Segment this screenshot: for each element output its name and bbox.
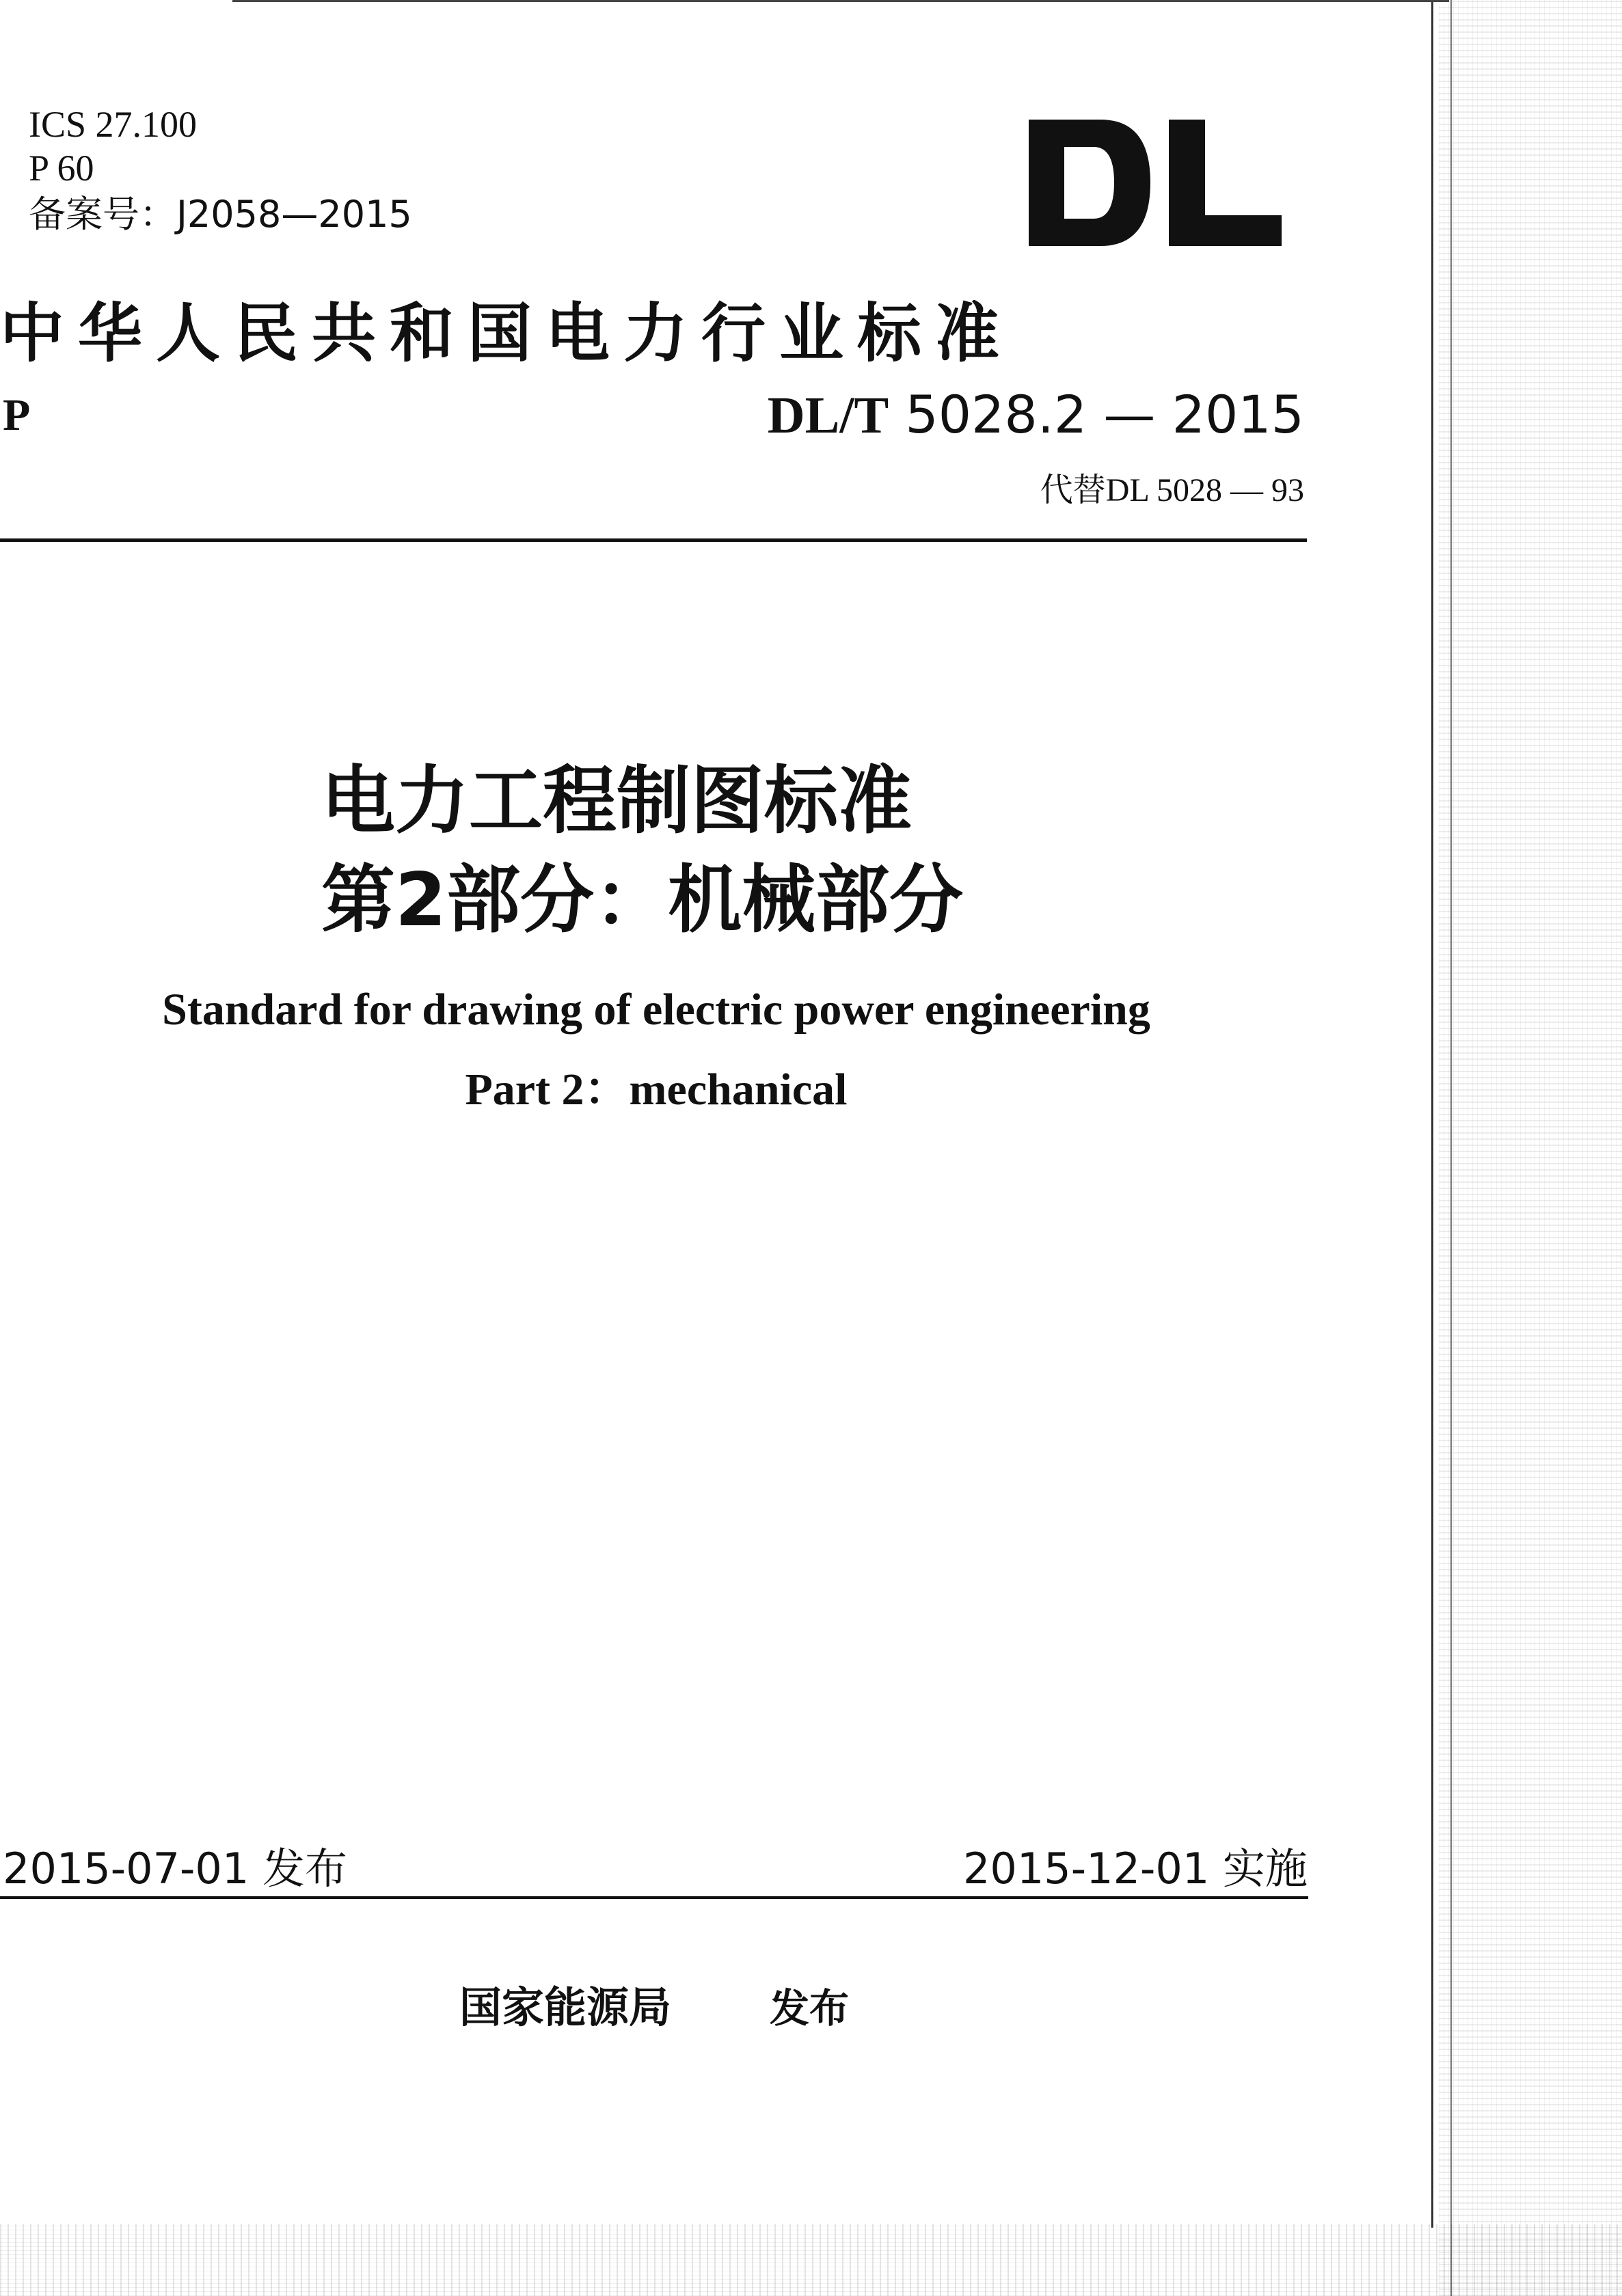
national-standard-title: 中华人民共和国电力行业标准: [0, 299, 1014, 370]
scan-edge-line: [1431, 0, 1433, 2228]
implementation-date: 2015-12-01 实施: [962, 1844, 1308, 1894]
classification-letter: P: [3, 390, 31, 440]
standard-code: [768, 384, 1304, 446]
standard-code-prefix: DL/T: [767, 387, 889, 444]
title-en-line1: Standard for drawing of electric power engineering: [162, 985, 1150, 1035]
scan-edge-top: [232, 0, 1449, 2]
header-divider: [0, 538, 1307, 542]
publisher-name: 国家能源局: [459, 1985, 672, 2032]
scan-edge-bottom: [0, 2224, 1622, 2296]
scan-edge-right: [1439, 0, 1622, 2296]
scan-edge-line: [1450, 0, 1452, 2296]
footer-divider: [0, 1896, 1308, 1899]
standard-code-number: 5028.2 — 2015: [905, 384, 1304, 445]
title-cn-line1: 电力工程制图标准: [321, 758, 913, 844]
title-en-line2: Part 2：mechanical: [465, 1065, 848, 1115]
ccs-code: P 60: [29, 148, 94, 189]
title-cn-line2: 第2部分：机械部分: [321, 858, 964, 943]
filing-number: 备案号：J2058—2015: [29, 193, 412, 236]
dl-logo: [1029, 120, 1282, 246]
issue-date: 2015-07-01 发布: [3, 1844, 348, 1894]
publisher-action: 发布: [770, 1986, 850, 2031]
replaces-standard: 代替DL 5028 — 93: [1040, 472, 1304, 508]
ics-code: ICS 27.100: [29, 104, 198, 145]
